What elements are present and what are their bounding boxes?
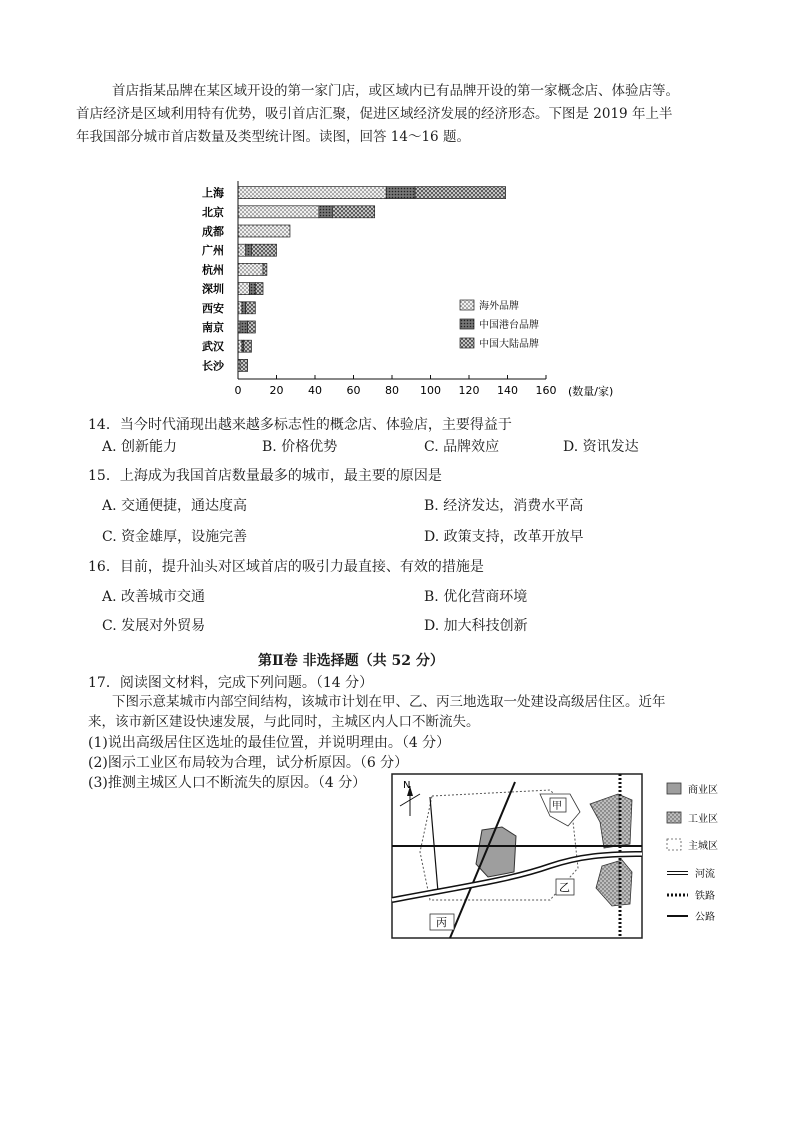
bar-segment	[263, 263, 267, 275]
x-tick-label: 120	[458, 384, 480, 397]
category-label: 深圳	[202, 282, 224, 296]
bar-segment	[238, 244, 246, 256]
commercial-area	[476, 827, 516, 877]
question-16-stem: 16．目前，提升汕头对区域首店的吸引力最直接、有效的措施是	[88, 559, 484, 575]
bar-segment	[238, 263, 263, 275]
bar-segment	[248, 321, 256, 333]
q16-option-a[interactable]: A. 改善城市交通	[102, 589, 206, 605]
q14-option-a[interactable]: A. 创新能力	[102, 439, 178, 455]
map-legend-commercial: 商业区	[688, 785, 718, 796]
category-label: 武汉	[202, 340, 224, 354]
city-structure-map	[390, 772, 728, 942]
bar-segment	[238, 225, 290, 237]
category-label: 成都	[202, 225, 224, 238]
q17-material-line-2: 来，该市新区建设快速发展，与此同时，主城区内人口不断流失。	[88, 714, 480, 730]
category-label: 广州	[202, 244, 224, 258]
bar-segment	[238, 206, 319, 218]
q15-option-a[interactable]: A. 交通便捷，通达度高	[102, 498, 248, 514]
q15-option-d[interactable]: D. 政策支持，改革开放早	[424, 529, 584, 545]
bar-segment	[244, 340, 252, 352]
bar-segment	[246, 302, 256, 314]
q16-option-b[interactable]: B. 优化营商环境	[424, 589, 528, 605]
map-legend-industrial: 工业区	[688, 814, 718, 825]
q14-option-b[interactable]: B. 价格优势	[262, 439, 338, 455]
x-tick-label: 80	[385, 384, 399, 397]
q16-option-d[interactable]: D. 加大科技创新	[424, 618, 528, 634]
legend-swatch	[460, 338, 474, 348]
north-label: N	[403, 780, 411, 791]
category-label: 杭州	[202, 263, 224, 277]
bar-segment	[240, 321, 248, 333]
category-label: 西安	[202, 301, 224, 315]
map-legend-railway: 铁路	[695, 891, 715, 902]
q14-option-c[interactable]: C. 品牌效应	[424, 439, 500, 455]
q17-sub-question-3: (3)推测主城区人口不断流失的原因。（4 分）	[88, 775, 367, 791]
map-legend-river: 河流	[695, 869, 715, 880]
place-bing-label: 丙	[436, 916, 447, 929]
q14-option-d[interactable]: D. 资讯发达	[563, 439, 639, 455]
bar-segment	[415, 187, 505, 199]
legend-entry: 中国大陆品牌	[479, 339, 539, 350]
intro-line-3: 年我国部分城市首店数量及类型统计图。读图，回答 14～16 题。	[76, 129, 470, 145]
question-14-stem: 14．当今时代涌现出越来越多标志性的概念店、体验店，主要得益于	[88, 417, 512, 433]
intro-line-2: 首店经济是区域利用特有优势，吸引首店汇聚，促进区域经济发展的经济形态。下图是 2019 年上半	[76, 106, 673, 122]
x-tick-label: 160	[535, 384, 557, 397]
bar-segment	[332, 206, 374, 218]
category-label: 上海	[202, 186, 224, 200]
map-legend-road: 公路	[695, 912, 715, 923]
x-tick-label: 40	[308, 384, 322, 397]
legend-entry: 海外品牌	[479, 301, 519, 312]
x-tick-label: 100	[420, 384, 441, 397]
place-yi-label: 乙	[559, 881, 570, 894]
bar-segment	[251, 244, 276, 256]
intro-line-1: 首店指某品牌在某区域开设的第一家门店，或区域内已有品牌开设的第一家概念店、体验店等。	[112, 83, 679, 99]
category-label: 北京	[202, 205, 224, 219]
legend-swatch	[460, 300, 474, 310]
q15-option-b[interactable]: B. 经济发达，消费水平高	[424, 498, 584, 514]
bar-segment	[240, 359, 248, 371]
question-15-stem: 15．上海成为我国首店数量最多的城市，最主要的原因是	[88, 468, 442, 484]
bar-segment	[238, 283, 250, 295]
bar-segment	[238, 302, 242, 314]
q15-option-c[interactable]: C. 资金雄厚，设施完善	[102, 529, 248, 545]
bar-segment	[250, 283, 256, 295]
question-17-title: 17．阅读图文材料，完成下列问题。（14 分）	[88, 675, 374, 691]
q16-option-c[interactable]: C. 发展对外贸易	[102, 618, 206, 634]
bar-segment	[238, 340, 242, 352]
section-2-title: 第Ⅱ卷 非选择题（共 52 分）	[258, 653, 444, 669]
legend-entry: 中国港台品牌	[479, 320, 539, 331]
category-label: 南京	[202, 321, 224, 334]
place-jia-label: 甲	[552, 801, 562, 812]
bar-segment	[319, 206, 332, 218]
x-tick-label: 0	[234, 384, 242, 397]
q17-sub-question-2: (2)图示工业区布局较为合理，试分析原因。（6 分）	[88, 755, 409, 771]
bar-segment	[238, 187, 386, 199]
x-tick-label: 20	[269, 384, 284, 397]
bar-segment	[255, 283, 263, 295]
map-legend-main-city: 主城区	[688, 841, 718, 852]
category-label: 长沙	[202, 359, 224, 373]
legend-swatch	[460, 319, 474, 329]
q17-sub-question-1: (1)说出高级居住区选址的最佳位置，并说明理由。（4 分）	[88, 735, 451, 751]
first-store-chart	[190, 175, 690, 400]
q17-material-line-1: 下图示意某城市内部空间结构，该城市计划在甲、乙、丙三地选取一处建设高级居住区。近年	[112, 694, 666, 710]
x-tick-label: 140	[497, 384, 518, 397]
bar-segment	[246, 244, 252, 256]
bar-segment	[242, 302, 246, 314]
x-tick-label: 60	[346, 384, 361, 397]
x-axis-label: (数量/家)	[568, 385, 614, 398]
bar-segment	[386, 187, 415, 199]
